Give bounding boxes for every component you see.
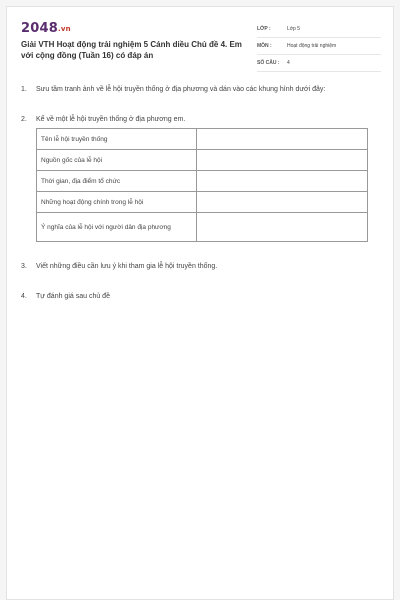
table-row <box>37 192 368 213</box>
table-row <box>37 129 368 150</box>
meta-label: MÔN : <box>257 43 272 49</box>
meta-value: 4 <box>287 60 290 66</box>
question-4 <box>21 292 377 302</box>
question-1 <box>21 85 377 95</box>
document-page <box>6 6 394 600</box>
answer-cell[interactable] <box>197 213 368 242</box>
answer-cell[interactable] <box>197 171 368 192</box>
meta-row-subject <box>257 38 381 55</box>
document-header <box>21 17 381 73</box>
meta-value: Lớp 5 <box>287 26 301 32</box>
table-row-label: Thời gian, địa điểm tổ chức <box>37 171 197 192</box>
table-row-label: Ý nghĩa của lễ hội với người dân địa phương <box>37 213 197 242</box>
question-text: Sưu tầm tranh ảnh về lễ hội truyền thống ở địa phương và dán vào các khung hình dưới đây: <box>36 86 326 93</box>
meta-row-question-count <box>257 55 381 72</box>
logo-suffix: .vn <box>57 25 71 33</box>
table-row-label: Nguồn gốc của lễ hội <box>37 150 197 171</box>
question-3 <box>21 262 377 272</box>
table-row <box>37 150 368 171</box>
meta-label: LỚP : <box>257 26 271 32</box>
question-text: Viết những điều cần lưu ý khi tham gia lễ hội truyền thống. <box>36 263 218 270</box>
question-2 <box>21 115 377 125</box>
site-logo[interactable] <box>21 21 71 36</box>
document-meta <box>257 21 381 72</box>
question-number: 1. <box>21 86 27 93</box>
table-row-label: Những hoạt động chính trong lễ hội <box>37 192 197 213</box>
question-number: 4. <box>21 293 27 300</box>
question-number: 2. <box>21 116 27 123</box>
document-body <box>21 83 377 302</box>
answer-cell[interactable] <box>197 192 368 213</box>
logo-text: 2048 <box>21 21 58 36</box>
meta-value: Hoạt động trải nghiệm <box>287 43 337 49</box>
festival-table <box>36 128 368 242</box>
table-row <box>37 171 368 192</box>
answer-cell[interactable] <box>197 150 368 171</box>
question-text: Kể về một lễ hội truyền thống ở địa phương em. <box>36 116 186 123</box>
question-text: Tự đánh giá sau chủ đề <box>36 293 110 300</box>
question-number: 3. <box>21 263 27 270</box>
document-title: Giải VTH Hoạt động trải nghiệm 5 Cánh diều Chủ đề 4. Em với cộng đồng (Tuần 16) có đáp án <box>21 40 242 60</box>
table-row <box>37 213 368 242</box>
table-row-label: Tên lễ hội truyền thống <box>37 129 197 150</box>
answer-cell[interactable] <box>197 129 368 150</box>
meta-row-class <box>257 21 381 38</box>
meta-label: SỐ CÂU : <box>257 60 280 66</box>
